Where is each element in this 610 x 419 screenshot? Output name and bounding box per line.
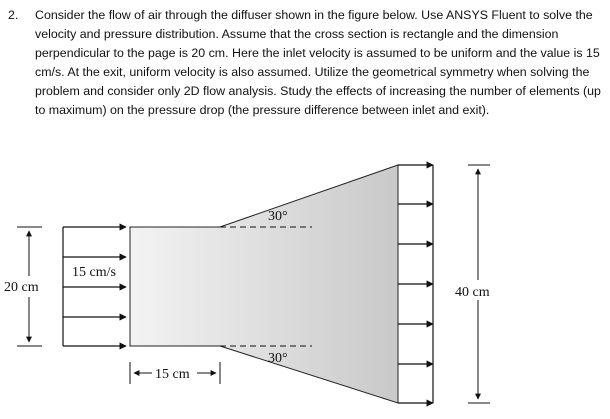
inlet-velocity-label: 15 cm/s	[72, 265, 116, 280]
bottom-angle-label: 30°	[268, 351, 288, 366]
outlet-velocity-arrows	[398, 165, 433, 403]
inlet-length-label: 15 cm	[155, 367, 190, 382]
top-angle-label: 30°	[268, 209, 288, 224]
outlet-height-label: 40 cm	[455, 285, 490, 300]
inlet-velocity-arrows	[63, 227, 126, 346]
problem-text: Consider the flow of air through the diffuser shown in the figure below. Use ANSYS Fluent to solve the velocity and pressure distribution. Assume that the cross section is rectangle and the dimension perpendicular to the page is 20 cm. Here the inlet velocity is assumed to be uniform and the value is 15 cm/s. At the exit, uniform velocity is also assumed. Utilize the geometrical symmetry when solving the problem and consider only 2D flow analysis. Study the effects of increasing the number of elements (up to maximum) on the pressure drop (the pressure difference between inlet and exit).	[35, 8, 601, 118]
problem-number: 2.	[8, 8, 19, 22]
inlet-height-label: 20 cm	[4, 280, 39, 295]
outlet-height-dimension	[468, 165, 490, 403]
